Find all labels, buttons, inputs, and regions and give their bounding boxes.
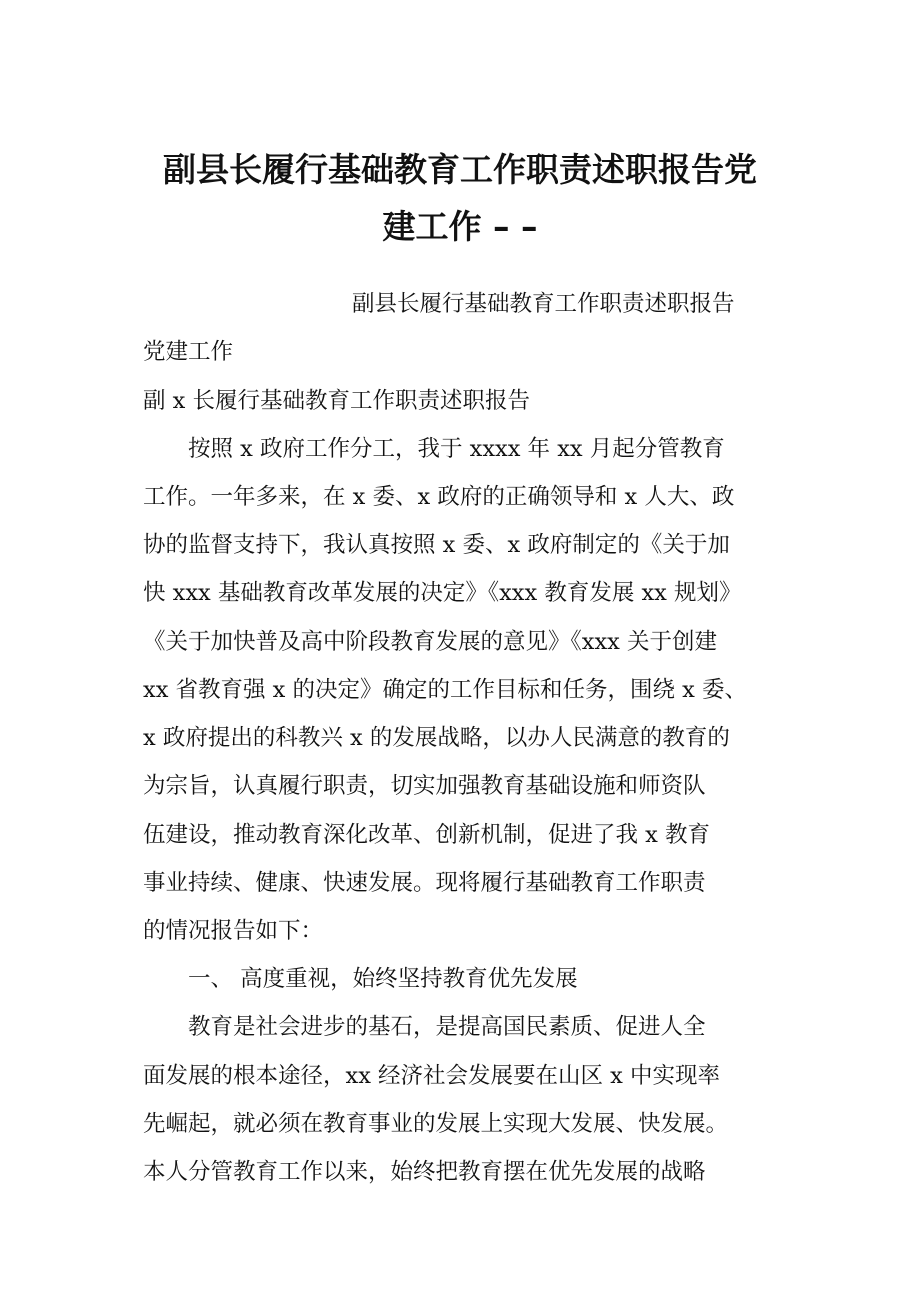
report-heading: 副 x 长履行基础教育工作职责述职报告 bbox=[143, 388, 530, 414]
body-line: x 政府提出的科教兴 x 的发展战略，以办人民满意的教育的 bbox=[143, 725, 730, 751]
subtitle-line-1: 副县长履行基础教育工作职责述职报告 bbox=[352, 291, 735, 317]
body-line: 协的监督支持下，我认真按照 x 委、x 政府制定的《关于加 bbox=[143, 532, 730, 558]
document-title-line-1: 副县长履行基础教育工作职责述职报告党 bbox=[163, 150, 757, 189]
body-line: 为宗旨，认真履行职责，切实加强教育基础设施和师资队 bbox=[143, 773, 706, 799]
body-line: 工作。一年多来，在 x 委、x 政府的正确领导和 x 人大、政 bbox=[143, 484, 735, 510]
section-heading: 一、 高度重视，始终坚持教育优先发展 bbox=[188, 966, 578, 992]
body-line: 本人分管教育工作以来，始终把教育摆在优先发展的战略 bbox=[143, 1159, 706, 1185]
body-line: 事业持续、健康、快速发展。现将履行基础教育工作职责 bbox=[143, 870, 706, 896]
body-line: 先崛起，就必须在教育事业的发展上实现大发展、快发展。 bbox=[143, 1111, 729, 1137]
body-line: 面发展的根本途径，xx 经济社会发展要在山区 x 中实现率 bbox=[143, 1063, 721, 1089]
subtitle-line-2: 党建工作 bbox=[143, 339, 234, 365]
body-line: 按照 x 政府工作分工，我于 xxxx 年 xx 月起分管教育 bbox=[188, 436, 725, 462]
body-line: 伍建设，推动教育深化改革、创新机制，促进了我 x 教育 bbox=[143, 822, 710, 848]
document-title-line-2: 建工作 – – bbox=[382, 207, 538, 246]
body-line: 《关于加快普及高中阶段教育发展的意见》《xxx 关于创建 bbox=[143, 629, 717, 655]
body-line: 教育是社会进步的基石，是提高国民素质、促进人全 bbox=[188, 1014, 706, 1040]
body-line: 的情况报告如下： bbox=[143, 918, 324, 944]
body-line: xx 省教育强 x 的决定》确定的工作目标和任务，围绕 x 委、 bbox=[143, 677, 748, 703]
body-line: 快 xxx 基础教育改革发展的决定》《xxx 教育发展 xx 规划》 bbox=[143, 580, 742, 606]
